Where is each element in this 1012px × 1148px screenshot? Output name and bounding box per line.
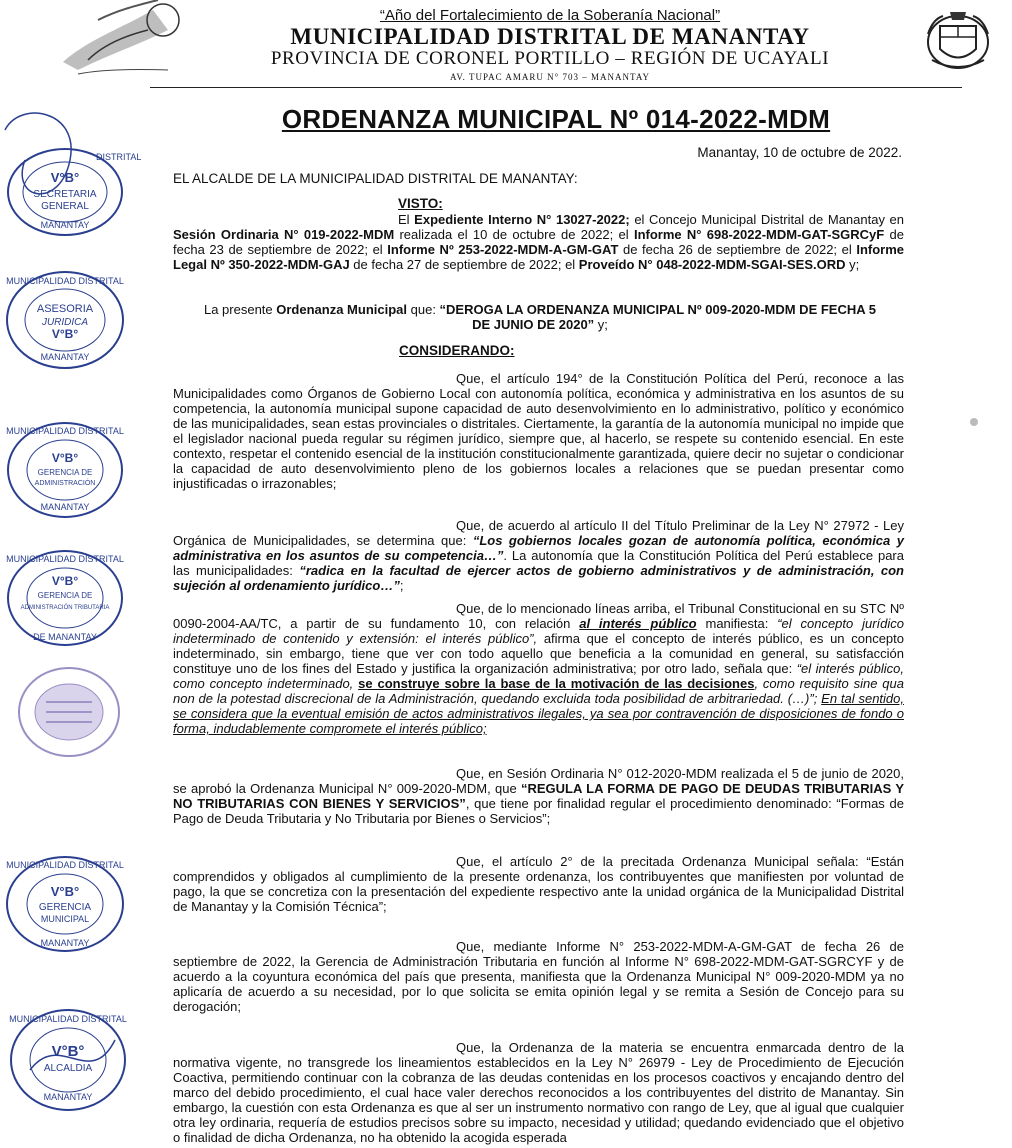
considerando-paragraph-1: Que, el artículo 194° de la Constitución Política del Perú, reconoce a las Municipalidades como Órganos de Gobierno Local con autonomía política, económica y administrativa en los asuntos de su competencia, la autonomía municipal supone capacidad de auto desenvolvimiento en lo administrativo, político y económico de las municipalidades, sean estas provinciales o distritales. Ciertamente, la garantía de la autonomía municipal no impide que el legislador nacional pueda regular su régimen jurídico, siempre que, al hacerlo, se respete su contenido esencial. En este contexto, respetar el contenido esencial de la institución constitucionalmente garantizada, quiere decir no sujetar o condicionar la capacidad de auto desenvolvimiento pleno de los gobiernos locales a relaciones que se puedan presentar como injustificadas o irrazonables; bbox=[173, 371, 904, 491]
considerando-paragraph-2: Que, de acuerdo al artículo II del Título Preliminar de la Ley N° 27972 - Ley Orgánica de Municipalidades, se determina que: “Los gobiernos locales gozan de autonomía política, económica y administrativa en los asuntos de su competencia…”. La autonomía que la Constitución Política del Perú establece para las municipalidades: “radica en la facultad de ejercer actos de gobierno administrativos y de administración, con sujeción al ordenamiento jurídico…”; bbox=[173, 518, 904, 593]
stamp-5-line2: GERENCIA bbox=[38, 902, 92, 913]
stamp-1-line1: V°B° bbox=[50, 170, 80, 185]
stamp-5-line3: MUNICIPAL bbox=[40, 914, 90, 924]
stamp-2-line1: ASESORIA bbox=[36, 303, 94, 315]
stamp-4-top: MUNICIPALIDAD DISTRITAL bbox=[6, 554, 124, 564]
visto-paragraph: El Expediente Interno N° 13027-2022; el Concejo Municipal Distrital de Manantay en Sesión Ordinaria N° 019-2022-MDM realizada el 10 de octubre de 2022; el Informe N° 698-2022-MDM-GAT-SGRCyF de fecha 23 de septiembre de 2022; el Informe Nº 253-2022-MDM-A-GM-GAT de fecha 26 de septiembre de 2022; el Informe Legal Nº 350-2022-MDM-GAJ de fecha 27 de septiembre de 2022; el Proveído N° 048-2022-MDM-SGAI-SES.ORD y; bbox=[173, 212, 905, 272]
header-municipality: MUNICIPALIDAD DISTRITAL DE MANANTAY bbox=[290, 24, 810, 49]
stamp-2-line3: V°B° bbox=[51, 327, 79, 341]
stamp-4-bottom: DE MANANTAY bbox=[33, 632, 97, 642]
document-title: ORDENANZA MUNICIPAL Nº 014-2022-MDM bbox=[281, 104, 831, 134]
stamp-1-top: DISTRITAL bbox=[96, 152, 142, 162]
stamp-5-bottom: MANANTAY bbox=[40, 938, 90, 948]
header-divider bbox=[150, 87, 962, 88]
stamp-4-line2: GERENCIA DE bbox=[37, 591, 93, 600]
visto-heading: VISTO: bbox=[398, 196, 443, 211]
stamp-alcaldia bbox=[0, 1000, 140, 1120]
stamp-2-line2: JURIDICA bbox=[41, 317, 89, 328]
municipal-logo-left bbox=[58, 0, 208, 80]
stamp-2-top: MUNICIPALIDAD DISTRITAL bbox=[6, 276, 124, 286]
considerando-paragraph-7: Que, la Ordenanza de la materia se encuentra enmarcada dentro de la normativa vigente, no transgrede los lineamientos establecidos en la Ley N° 26979 - Ley de Procedimiento de Ejecución Coactiva, permitiendo continuar con la cobranza de las deudas contenidas en los procesos coactivos y encajando dentro del marco del debido procedimiento, el cual hace valer derechos reconocidos a los contribuyentes del distrito de Manantay. Sin embargo, la cuestión con esta Ordenanza es que al ser un instrumento normativo con rango de Ley, que al igual que cualquier otra ley ordinaria, requería de estudios precisos sobre su impacto, necesidad y utilidad; quedando evidenciado que el objetivo o finalidad de dicha Ordenanza, no ha obtenido la acogida esperada bbox=[173, 1040, 904, 1145]
stamp-3-line3: ADMINISTRACIÓN bbox=[34, 480, 96, 487]
header-address: AV. TUPAC AMARU N° 703 – MANANTAY bbox=[449, 72, 650, 82]
coat-of-arms-icon bbox=[918, 4, 998, 74]
stamp-4-line1: V°B° bbox=[51, 574, 79, 588]
stamp-asesoria-juridica bbox=[0, 262, 130, 382]
considerando-paragraph-4: Que, en Sesión Ordinaria N° 012-2020-MDM realizada el 5 de junio de 2020, se aprobó la Ordenanza Municipal N° 009-2020-MDM, que “REGULA LA FORMA DE PAGO DE DEUDAS TRIBUTARIAS Y NO TRIBUTARIAS CON BIENES Y SERVICIOS”, que tiene por finalidad regular el procedimiento denominado: “Formas de Pago de Deuda Tributaria y No Tributaria por Bienes o Servicios”; bbox=[173, 766, 904, 826]
stamp-gerencia-administracion bbox=[0, 412, 130, 532]
stamp-3-line1: V°B° bbox=[51, 451, 79, 465]
stamp-gerencia-municipal bbox=[0, 850, 130, 962]
header-province: PROVINCIA DE CORONEL PORTILLO – REGIÓN DE UCAYALI bbox=[270, 48, 830, 69]
stamp-2-bottom: MANANTAY bbox=[40, 352, 90, 362]
stamp-6-top: MUNICIPALIDAD DISTRITAL bbox=[9, 1014, 127, 1024]
stamp-1-bottom: MANANTAY bbox=[40, 220, 90, 230]
considerando-paragraph-3: Que, de lo mencionado líneas arriba, el Tribunal Constitucional en su STC Nº 0090-2004-AA/TC, a partir de su fundamento 10, con relación al interés público manifiesta: “el concepto jurídico indeterminado de contenido y extensión: el interés público”, afirma que el concepto de interés público, es un concepto indeterminado, sin embargo, tiene que ver con todo aquello que beneficia a la comunidad en general, su satisfacción constituye uno de los fines del Estado y justifica la organización administrativa; por otro lado, señala que: “el interés público, como concepto indeterminado, se construye sobre la base de la motivación de las decisiones, como requisito sine qua non de la potestad discrecional de la Administración, quedando excluida toda posibilidad de arbitrariedad. (…)”; En tal sentido, se considera que la eventual emisión de actos administrativos ilegales, ya sea por contravención de disposiciones de fondo o forma, indudablemente compromete el interés público; bbox=[173, 601, 905, 736]
stamp-6-line2: ALCALDIA bbox=[43, 1063, 93, 1074]
stamp-1-line2: SECRETARIA bbox=[33, 189, 97, 200]
stamp-gerencia-administracion-tributaria bbox=[0, 540, 130, 660]
header-motto: “Año del Fortalecimiento de la Soberanía Nacional” bbox=[379, 7, 721, 24]
addressee: EL ALCALDE DE LA MUNICIPALIDAD DISTRITAL DE MANANTAY: bbox=[173, 171, 578, 186]
stamp-6-bottom: MANANTAY bbox=[43, 1092, 93, 1102]
considerando-paragraph-6: Que, mediante Informe N° 253-2022-MDM-A-GM-GAT de fecha 26 de septiembre de 2022, la Gerencia de Administración Tributaria en función al Informe N° 698-2022-MDM-GAT-SGRCYF y de acuerdo a la coyuntura económica del país que presenta, manifiesta que la Ordenanza Municipal N° 009-2020-MDM ya no aplicaría de acuerdo a su necesidad, por lo que solicita se emita opinión legal y se remita a Sesión de Concejo para su derogación; bbox=[173, 939, 904, 1014]
stamp-secretaria-general bbox=[0, 100, 142, 240]
stamp-4-line3: ADMINISTRACIÓN TRIBUTARIA bbox=[20, 605, 110, 611]
stamp-3-top: MUNICIPALIDAD DISTRITAL bbox=[6, 426, 124, 436]
stamp-5-line1: V°B° bbox=[50, 884, 80, 899]
stamp-3-line2: GERENCIA DE bbox=[37, 468, 93, 477]
stamp-3-bottom: MANANTAY bbox=[40, 502, 90, 512]
stamp-5-top: MUNICIPALIDAD DISTRITAL bbox=[6, 860, 124, 870]
place-date: Manantay, 10 de octubre de 2022. bbox=[697, 145, 902, 160]
stamp-1-line3: GENERAL bbox=[41, 201, 89, 212]
presente-paragraph: La presente Ordenanza Municipal que: “DEROGA LA ORDENANZA MUNICIPAL Nº 009-2020-MDM DE FECHA 5 DE JUNIO DE 2020” y; bbox=[203, 302, 876, 332]
considerando-paragraph-5: Que, el artículo 2° de la precitada Ordenanza Municipal señala: “Están comprendidos y obligados al cumplimiento de la presente ordenanza, los contribuyentes que manifiesten por voluntad de pago, la que se concretiza con la presentación del expediente respectivo ante la unidad orgánica de la Municipalidad Distrital de Manantay y la Comisión Técnica”; bbox=[173, 854, 904, 914]
faded-seal bbox=[14, 662, 124, 762]
considerando-heading: CONSIDERANDO: bbox=[399, 343, 515, 358]
stamp-6-line1: V°B° bbox=[51, 1043, 85, 1060]
margin-mark bbox=[970, 418, 978, 426]
